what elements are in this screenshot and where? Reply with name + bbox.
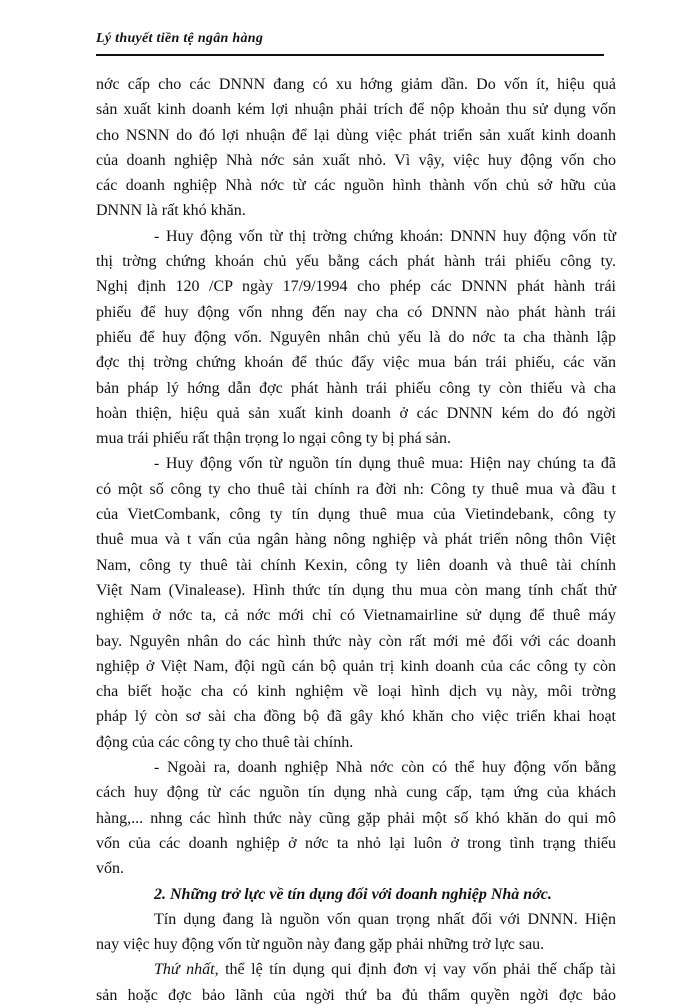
text-line: nghiệm ở nớc ta, cả nớc mới chỉ có Vietnamairline sử dụng để thuê máy [96,607,616,625]
document-body [96,72,616,1008]
text-line: Nam, công ty thuê tài chính Kexin, công ty liên doanh và thuê tài chính [96,556,616,574]
text-line: Việt Nam (Vinalease). Hình thức tín dụng thu mua còn mang tính chất thử [96,581,616,599]
text-line: DNNN là rất khó khăn. [96,202,246,220]
text-line: nghiệp ở Việt Nam, đội ngũ cán bộ quản trị kinh doanh của các công ty còn [96,657,616,675]
text-line: có một số công ty cho thuê tài chính ra đời nh: Công ty thuê mua và đầu t [96,480,616,498]
header-rule [96,54,604,56]
text-line: phiếu để huy động vốn nhng đến nay cha có DNNN nào phát hành trái [96,303,616,321]
text-line: thị trờng chứng khoán chủ yếu bằng cách phát hành trái phiếu công ty. [96,253,616,271]
text-line: của VietCombank, công ty tín dụng thuê mua của Vietindebank, công ty [96,506,616,524]
text-line: cha biết hoặc cha có kinh nghiệm về loại hình dịch vụ này, môi trờng [96,683,616,701]
text-line: hoàn thiện, hiệu quả sản xuất kinh doanh ở các DNNN kém do đó ngời [96,404,616,422]
text-line: sản xuất kinh doanh kém lợi nhuận phải trích để nộp khoản thu sử dụng vốn [96,101,616,119]
text-line: vốn của các doanh nghiệp ở nớc ta nhỏ lại luôn ở trong tình trạng thiếu [96,834,616,852]
text-line: đợc thị trờng chứng khoán để thúc đẩy việc mua bán trái phiếu, các văn [96,354,616,372]
italic-lead: Thứ nhất [154,961,215,979]
text-line: bay. Nguyên nhân do các hình thức này còn rất mới mẻ đối với các doanh [96,632,616,650]
text-line: - Ngoài ra, doanh nghiệp Nhà nớc còn có thể huy động vốn bằng [154,759,616,777]
text-line: - Huy động vốn từ thị trờng chứng khoán: DNNN huy động vốn từ [154,227,616,245]
text-line: bản pháp lý hớng dẫn đợc phát hành trái phiếu công ty còn thiếu và cha [96,379,616,397]
text-line: thuê mua và t vấn của ngân hàng nông nghiệp và phát triển nông thôn Việt [96,531,616,549]
text-line: sản hoặc đợc bảo lãnh của ngời thứ ba đủ thẩm quyền ngời đợc bảo [96,986,616,1004]
text-line: hàng,... nhng các hình thức này cũng gặp phải một số khó khăn do qui mô [96,809,616,827]
text-line: vốn. [96,860,124,878]
running-header: Lý thuyết tiền tệ ngân hàng [96,31,264,46]
text-line: nay việc huy động vốn từ nguồn này đang gặp phải những trở lực sau. [96,936,545,954]
text-line [96,957,616,982]
text-line: của doanh nghiệp Nhà nớc sản xuất nhỏ. Vì vậy, việc huy động vốn cho [96,151,616,169]
text-line: nớc cấp cho các DNNN đang có xu hớng giảm dần. Do vốn ít, hiệu quả [96,76,616,93]
text-line: - Huy động vốn từ nguồn tín dụng thuê mua: Hiện nay chúng ta đã [154,455,616,473]
text-line: mua trái phiếu rất thận trọng lo ngại công ty bị phá sản. [96,430,452,448]
section-heading: 2. Những trở lực về tín dụng đối với doanh nghiệp Nhà nớc. [154,885,552,903]
text-span: , thể lệ tín dụng qui định đơn vị vay vốn phải thế chấp tài [214,961,616,979]
text-line: phiếu để huy động vốn. Nguyên nhân chủ yếu là do nớc ta cha thành lập [96,328,616,346]
text-line: Nghị định 120 /CP ngày 17/9/1994 cho phép các DNNN phát hành trái [96,278,616,296]
text-line: động của các công ty cho thuê tài chính. [96,733,354,751]
text-line: các doanh nghiệp Nhà nớc từ các nguồn hình thành vốn chủ sở hữu của [96,177,616,195]
text-line: Tín dụng đang là nguồn vốn quan trọng nhất đối với DNNN. Hiện [154,910,616,928]
paragraph-block [96,72,616,882]
paragraph-block-2 [96,907,616,958]
text-line: cho NSNN do đó lợi nhuận để lại dùng việc phát triển sản xuất kinh doanh [96,126,616,144]
text-line: pháp lý còn sơ sài cha đồng bộ đã gây khó khăn cho việc triển khai hoạt [96,708,616,726]
text-line: cách huy động từ các nguồn tín dụng nhà cung cấp, tạm ứng của khách [96,784,616,802]
